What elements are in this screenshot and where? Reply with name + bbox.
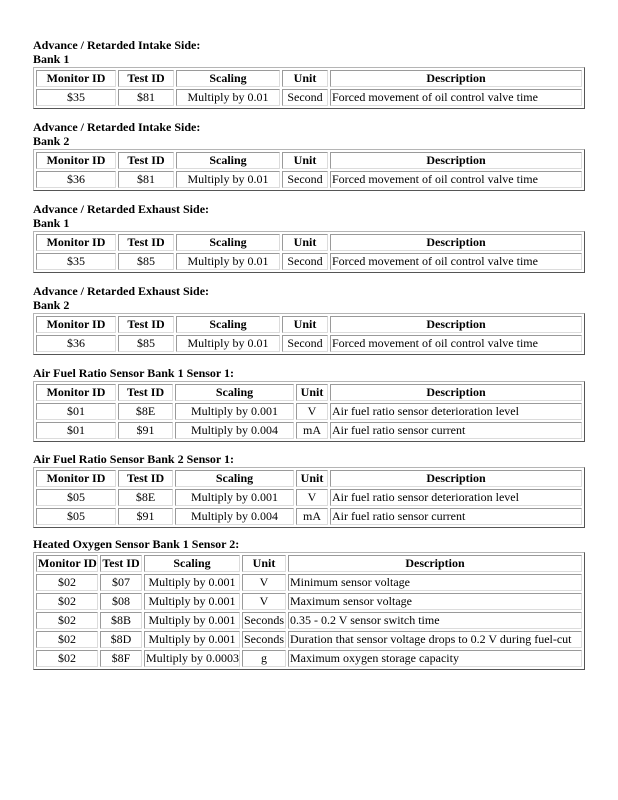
data-table [33,67,585,109]
data-table [33,313,585,355]
column-header: Test ID [118,234,174,251]
monitor-id-cell: $02 [36,631,98,648]
description-cell: Minimum sensor voltage [288,574,582,591]
column-header: Scaling [176,234,280,251]
monitor-id-cell: $02 [36,574,98,591]
unit-cell: mA [296,422,328,439]
unit-cell: Second [282,171,328,188]
test-id-cell: $81 [118,89,174,106]
data-table [33,149,585,191]
description-cell: 0.35 - 0.2 V sensor switch time [288,612,582,629]
test-id-cell: $81 [118,171,174,188]
column-header: Scaling [175,470,294,487]
monitor-id-cell: $36 [36,171,116,188]
column-header: Description [330,470,582,487]
column-header: Description [330,384,582,401]
table-header-row [36,470,582,487]
unit-cell: Second [282,89,328,106]
description-cell: Air fuel ratio sensor current [330,422,582,439]
section-subheading: Bank 2 [33,134,70,148]
scaling-cell: Multiply by 0.004 [175,508,294,525]
table-row [36,508,582,525]
column-header: Monitor ID [36,234,116,251]
table-header-row [36,152,582,169]
scaling-cell: Multiply by 0.001 [175,489,294,506]
section-intake-bank1 [33,38,585,109]
column-header: Monitor ID [36,70,116,87]
data-table [33,231,585,273]
data-table [33,467,585,528]
description-cell: Forced movement of oil control valve time [330,335,582,352]
scaling-cell: Multiply by 0.01 [176,253,280,270]
monitor-id-cell: $35 [36,89,116,106]
test-id-cell: $8D [100,631,142,648]
monitor-id-cell: $02 [36,650,98,667]
table-row [36,612,582,629]
description-cell: Maximum sensor voltage [288,593,582,610]
column-header: Test ID [118,70,174,87]
section-heading: Advance / Retarded Exhaust Side: [33,202,210,216]
scaling-cell: Multiply by 0.0003 [146,651,240,665]
unit-cell: Second [282,335,328,352]
column-header: Unit [282,70,328,87]
description-cell: Forced movement of oil control valve time [330,253,582,270]
table-header-row [36,70,582,87]
description-cell: Air fuel ratio sensor current [330,508,582,525]
section-afr-bank2-sensor1 [33,452,585,528]
section-intake-bank2 [33,120,585,191]
column-header: Unit [242,555,286,572]
column-header: Scaling [176,316,280,333]
section-ho2s-bank1-sensor2 [33,537,585,670]
column-header: Scaling [175,384,294,401]
column-header: Scaling [144,555,240,572]
column-header: Monitor ID [38,556,97,570]
unit-cell: V [296,489,328,506]
scaling-cell: Multiply by 0.001 [144,574,240,591]
column-header: Test ID [118,152,174,169]
description-cell: Air fuel ratio sensor deterioration level [330,489,582,506]
table-row [36,631,582,648]
table-row [36,650,582,667]
test-id-cell: $8F [100,650,142,667]
monitor-id-cell: $02 [36,593,98,610]
scaling-cell: Multiply by 0.001 [144,593,240,610]
monitor-id-cell: $05 [36,489,116,506]
scaling-cell: Multiply by 0.001 [144,631,240,648]
description-cell: Forced movement of oil control valve time [330,89,582,106]
column-header: Monitor ID [36,152,116,169]
column-header: Monitor ID [36,316,116,333]
section-heading: Advance / Retarded Exhaust Side: [33,284,210,298]
section-subheading: Bank 2 [33,298,70,312]
scaling-cell: Multiply by 0.004 [175,422,294,439]
scaling-cell: Multiply by 0.01 [176,89,280,106]
section-afr-bank1-sensor1 [33,366,585,442]
column-header: Description [330,70,582,87]
table-row [36,89,582,106]
monitor-id-cell: $35 [36,253,116,270]
table-row [36,253,582,270]
table-header-row [36,234,582,251]
column-header: Monitor ID [36,470,116,487]
data-table [33,552,585,670]
column-header: Description [330,316,582,333]
description-cell: Maximum oxygen storage capacity [288,650,582,667]
scaling-cell: Multiply by 0.01 [176,171,280,188]
unit-cell: g [242,650,286,667]
monitor-id-cell: $01 [36,422,116,439]
table-header-row [36,384,582,401]
scaling-cell: Multiply by 0.001 [144,612,240,629]
monitor-id-cell: $01 [36,403,116,420]
data-table [33,381,585,442]
test-id-cell: $8B [100,612,142,629]
test-id-cell: $8E [118,489,173,506]
test-id-cell: $85 [118,335,174,352]
unit-cell: V [242,574,286,591]
column-header: Unit [282,234,328,251]
unit-cell: V [242,593,286,610]
monitor-id-cell: $05 [36,508,116,525]
monitor-id-cell: $36 [36,335,116,352]
description-cell: Air fuel ratio sensor deterioration level [330,403,582,420]
unit-cell: Seconds [244,613,284,627]
test-id-cell: $8E [118,403,173,420]
unit-cell: Second [282,253,328,270]
unit-cell: V [296,403,328,420]
column-header: Scaling [176,152,280,169]
unit-cell: mA [296,508,328,525]
section-heading: Advance / Retarded Intake Side: [33,38,201,52]
test-id-cell: $91 [118,508,173,525]
column-header: Test ID [118,384,173,401]
table-row [36,593,582,610]
column-header: Unit [282,316,328,333]
table-row [36,422,582,439]
test-id-cell: $07 [100,574,142,591]
table-row [36,403,582,420]
test-id-cell: $08 [100,593,142,610]
table-header-row [36,555,582,572]
description-cell: Duration that sensor voltage drops to 0.2 V during fuel-cut [288,631,582,648]
monitor-id-cell: $02 [36,612,98,629]
column-header: Test ID [100,555,142,572]
section-heading: Heated Oxygen Sensor Bank 1 Sensor 2: [33,537,240,551]
section-heading: Air Fuel Ratio Sensor Bank 2 Sensor 1: [33,452,235,466]
test-id-cell: $91 [118,422,173,439]
column-header: Description [288,555,582,572]
scaling-cell: Multiply by 0.01 [176,335,280,352]
column-header: Unit [296,470,328,487]
section-exhaust-bank2 [33,284,585,355]
table-row [36,335,582,352]
section-heading: Advance / Retarded Intake Side: [33,120,201,134]
section-exhaust-bank1 [33,202,585,273]
column-header: Description [330,234,582,251]
section-heading: Air Fuel Ratio Sensor Bank 1 Sensor 1: [33,366,235,380]
unit-cell: Seconds [244,632,284,646]
table-row [36,489,582,506]
section-subheading: Bank 1 [33,52,70,66]
section-subheading: Bank 1 [33,216,70,230]
scaling-cell: Multiply by 0.001 [175,403,294,420]
table-header-row [36,316,582,333]
column-header: Test ID [118,316,174,333]
column-header: Test ID [118,470,173,487]
test-id-cell: $85 [118,253,174,270]
table-row [36,171,582,188]
column-header: Unit [296,384,328,401]
column-header: Scaling [176,70,280,87]
column-header: Description [330,152,582,169]
column-header: Monitor ID [36,384,116,401]
description-cell: Forced movement of oil control valve time [330,171,582,188]
column-header: Unit [282,152,328,169]
table-row [36,574,582,591]
